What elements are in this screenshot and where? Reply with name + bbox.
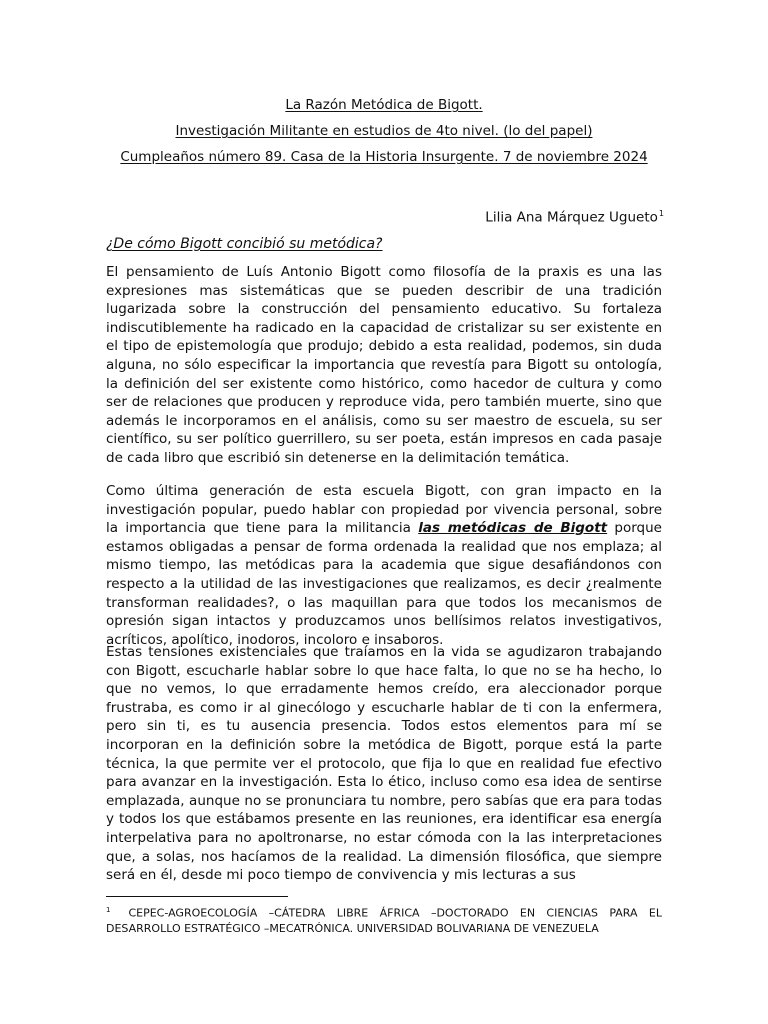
footnote-reference[interactable]: 1 [658, 209, 664, 218]
paragraph-3: Estas tensiones existenciales que traíamos en la vida se agudizaron trabajando con Bigott, escucharle hablar sobre lo que hace falta, lo que no se ha hecho, lo que no vemos, lo que erradamente hemos creído, era aleccionador porque frustraba, es como ir al ginecólogo y escucharle hablar de ti con la enfermera, pero sin ti, es tu ausencia presencia. Todos estos elementos para mí se incorporan en la definición sobre la metódica de Bigott, porque está la parte técnica, la que permite ver el protocolo, que fija lo que en realidad fue efectivo para avanzar en la investigación. Esta lo ético, incluso como esa idea de sentirse emplazada, aunque no se pronunciara tu nombre, pero sabías que era para todas y todos los que estábamos presente en las reuniones, era identificar esa energía interpelativa para no apoltronarse, no estar cómoda con la las interpretaciones que, a solas, nos hacíamos de la realidad. La dimensión filosófica, que siempre será en él, desde mi poco tiempo de convivencia y mis lecturas a sus [106, 644, 662, 884]
document-header [106, 92, 662, 170]
document-title: La Razón Metódica de Bigott. [285, 97, 483, 113]
footnote-number: 1 [106, 906, 111, 914]
footnote [106, 903, 662, 936]
section-question: ¿De cómo Bigott concibió su metódica? [106, 236, 383, 252]
paragraph-2-part-1: Como última generación de esta escuela Bigott, con gran impacto en la investigación popular, puedo hablar con propiedad por vivencia personal, sobre la importancia que tiene para la militancia [106, 483, 662, 537]
author-line [485, 205, 664, 227]
paragraph-1: El pensamiento de Luís Antonio Bigott como filosofía de la praxis es una las expresiones mas sistemáticas que se pueden describir de una tradición lugarizada sobre la construcción del pensamiento educativo. Su fortaleza indiscutiblemente ha radicado en la capacidad de cristalizar su ser existente en el tipo de epistemología que produjo; debido a esta realidad, podemos, sin duda alguna, no sólo especificar la importancia que revestía para Bigott su ontología, la definición del ser existente como histórico, como hacedor de cultura y como ser de relaciones que producen y reproduce vida, pero también muerte, sino que además le incorporamos en el análisis, como su ser maestro de escuela, su ser científico, su ser político guerrillero, su ser poeta, están impresos en cada pasaje de cada libro que escribió sin detenerse en la delimitación temática. [106, 264, 662, 466]
footnote-text: CEPEC-AGROECOLOGÍA –CÁTEDRA LIBRE ÁFRICA –DOCTORADO EN CIENCIAS PARA EL DESARROLLO ESTRATÉGICO –MECATRÓNICA. UNIVERSIDAD BOLIVARIANA DE VENEZUELA [106, 906, 662, 935]
event-line: Cumpleaños número 89. Casa de la Historia Insurgente. 7 de noviembre 2024 [120, 149, 648, 165]
paragraph-2 [106, 482, 662, 649]
author-name: Lilia Ana Márquez Ugueto [485, 209, 658, 226]
document-subtitle: Investigación Militante en estudios de 4to nivel. (lo del papel) [175, 123, 593, 139]
paragraph-2-part-2: porque estamos obligadas a pensar de forma ordenada la realidad que nos emplaza; al mismo tiempo, las metódicas para la academia que sigue desafiándonos con respecto a la utilidad de las investigaciones que realizamos, es decir ¿realmente transforman realidades?, o las maquillan para que todos los mecanismos de opresión sigan intactos y produzcamos unos bellísimos relatos investigativos, acríticos, apolítico, inodoros, incoloro e insaboros. [106, 520, 662, 648]
footnote-divider [106, 896, 288, 897]
emphasized-phrase: las metódicas de Bigott [418, 520, 608, 537]
